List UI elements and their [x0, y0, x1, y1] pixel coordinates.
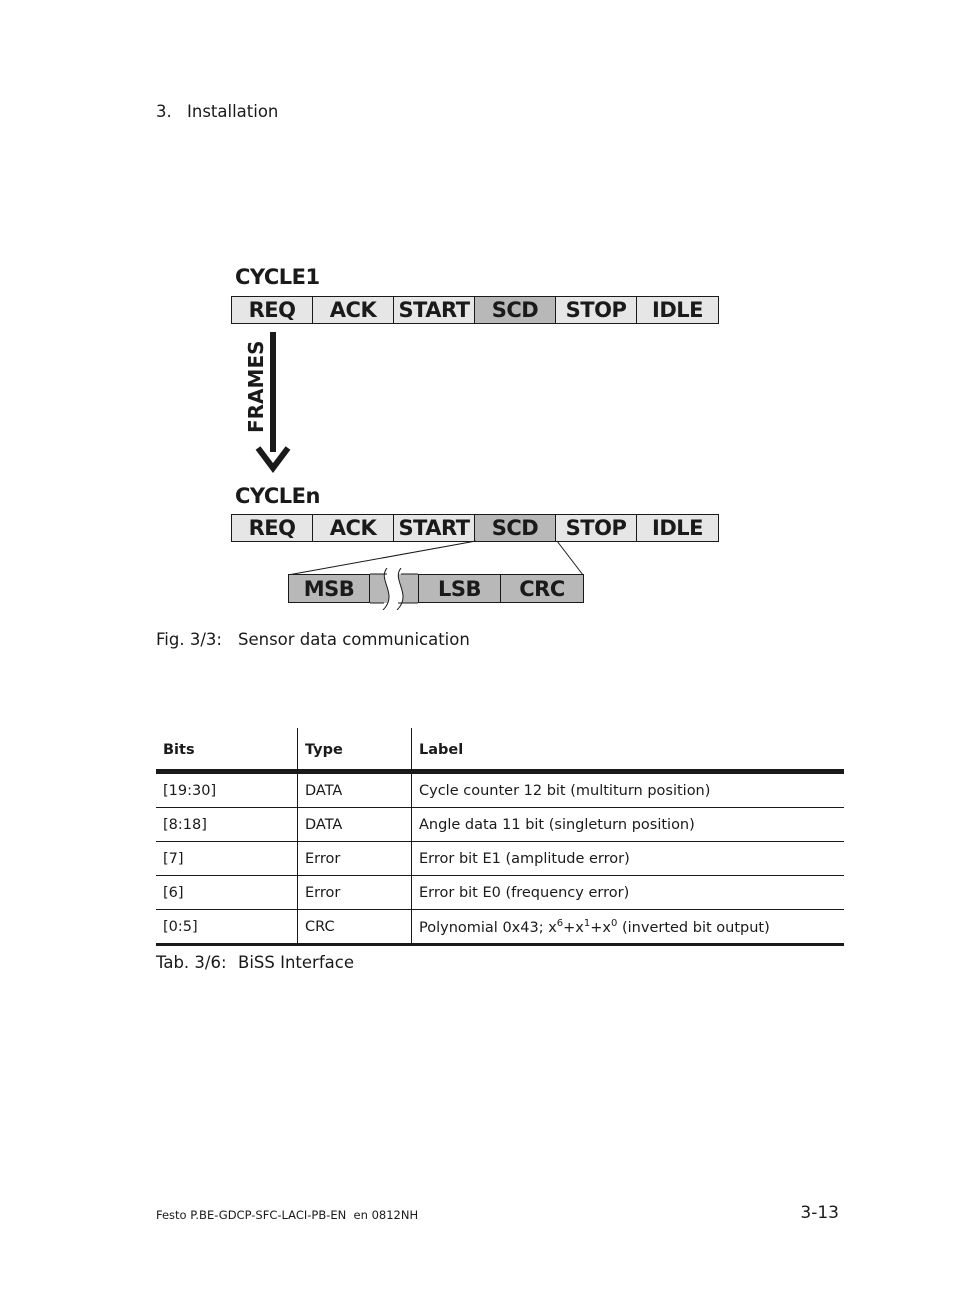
cell-type: Error — [298, 842, 412, 876]
frames-label: FRAMES — [244, 340, 268, 433]
table-row — [156, 772, 844, 808]
cell-label: Angle data 11 bit (singleturn position) — [412, 808, 845, 842]
frame-cell-scd: SCD — [475, 297, 556, 323]
cell-label: Error bit E1 (amplitude error) — [412, 842, 845, 876]
section-number: 3. — [156, 102, 172, 121]
table-row — [156, 808, 844, 842]
figure-caption-number: Fig. 3/3: — [156, 630, 222, 649]
cell-type: CRC — [298, 910, 412, 945]
biss-interface-table — [156, 728, 844, 946]
cell-bits: [6] — [156, 876, 298, 910]
cell-bits: [0:5] — [156, 910, 298, 945]
label-suffix: (inverted bit output) — [617, 919, 770, 936]
table-row — [156, 842, 844, 876]
cell-label: Cycle counter 12 bit (multiturn position) — [412, 772, 845, 808]
frame-cell-req: REQ — [232, 297, 313, 323]
cell-label: Error bit E0 (frequency error) — [412, 876, 845, 910]
cell-bits: [19:30] — [156, 772, 298, 808]
table-caption-text: BiSS Interface — [238, 953, 354, 972]
table-header-row — [156, 728, 844, 772]
table-row — [156, 910, 844, 945]
column-header-type: Type — [298, 728, 412, 772]
exponent: 0 — [611, 917, 618, 929]
figure-caption-text: Sensor data communication — [238, 630, 470, 649]
frame-cell-start: START — [394, 515, 475, 541]
table-row — [156, 876, 844, 910]
frame-cell-ack: ACK — [313, 515, 394, 541]
label-mid: +x — [590, 919, 611, 936]
frame-cell-stop: STOP — [556, 515, 637, 541]
detail-cell-lsb: LSB — [418, 574, 501, 603]
frame-cell-stop: STOP — [556, 297, 637, 323]
cell-label — [412, 910, 845, 945]
label-prefix: Polynomial 0x43; x — [419, 919, 557, 936]
table-caption-number: Tab. 3/6: — [156, 953, 227, 972]
cell-type: Error — [298, 876, 412, 910]
column-header-bits: Bits — [156, 728, 298, 772]
exponent: 6 — [556, 917, 564, 929]
frame-cell-scd: SCD — [475, 515, 556, 541]
section-title: Installation — [187, 102, 279, 121]
table-caption — [156, 953, 354, 972]
scd-detail-row — [288, 574, 584, 603]
cell-type: DATA — [298, 772, 412, 808]
detail-cell-msb: MSB — [288, 574, 370, 603]
section-header — [156, 102, 278, 121]
footer-doc-id: Festo P.BE-GDCP-SFC-LACI-PB-EN en 0812NH — [156, 1208, 419, 1222]
cyclen-label: CYCLEn — [235, 484, 320, 508]
detail-cell-crc: CRC — [500, 574, 584, 603]
cycle1-frame-row — [231, 296, 719, 324]
footer-page-number: 3-13 — [800, 1203, 839, 1223]
column-header-label: Label — [412, 728, 845, 772]
cell-bits: [8:18] — [156, 808, 298, 842]
cell-bits: [7] — [156, 842, 298, 876]
frame-cell-idle: IDLE — [637, 515, 718, 541]
exponent: 1 — [583, 917, 591, 929]
figure-caption — [156, 630, 470, 649]
cell-type: DATA — [298, 808, 412, 842]
break-symbol-icon — [369, 568, 419, 610]
frame-cell-ack: ACK — [313, 297, 394, 323]
label-mid: +x — [563, 919, 584, 936]
cycle1-label: CYCLE1 — [235, 265, 320, 289]
frame-cell-start: START — [394, 297, 475, 323]
cyclen-frame-row — [231, 514, 719, 542]
frame-cell-req: REQ — [232, 515, 313, 541]
frame-cell-idle: IDLE — [637, 297, 718, 323]
